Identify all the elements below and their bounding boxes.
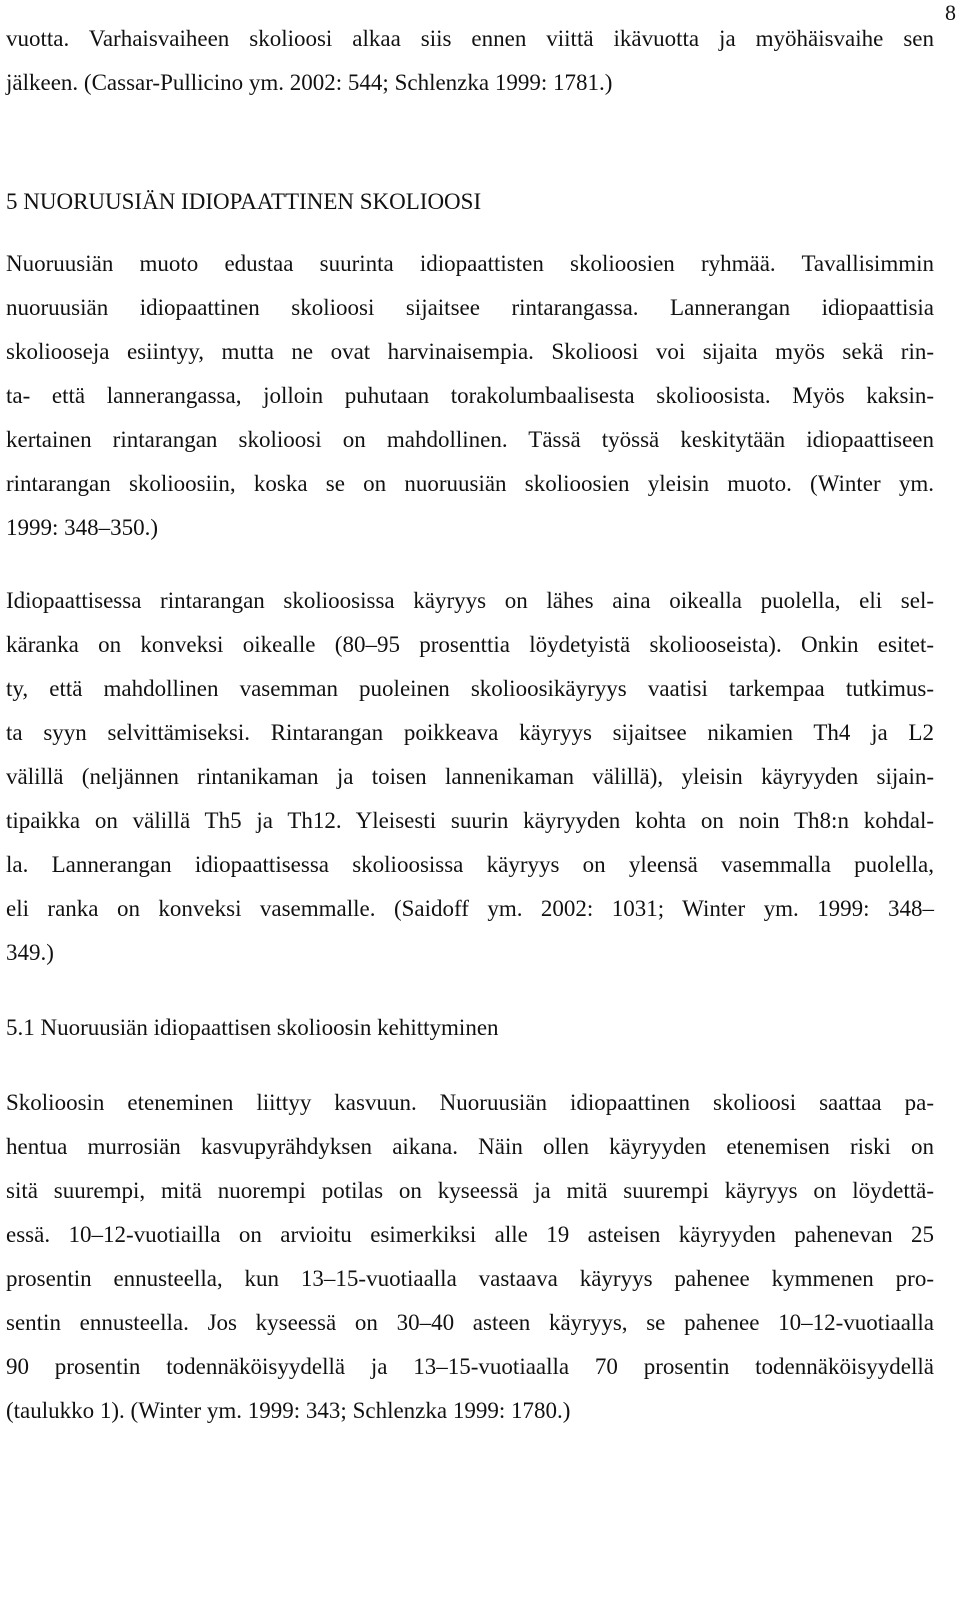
- text-line: rintarangan skolioosiin, koska se on nuoruusiän skolioosien yleisin muoto. (Winter ym.: [6, 471, 934, 496]
- paragraph-1: [6, 242, 934, 550]
- subsection-heading: 5.1 Nuoruusiän idiopaattisen skolioosin kehittyminen: [6, 1015, 499, 1040]
- text-line: vuotta. Varhaisvaiheen skolioosi alkaa siis ennen viittä ikävuotta ja myöhäisvaihe sen: [6, 26, 934, 51]
- text-line: eli ranka on konveksi vasemmalle. (Saidoff ym. 2002: 1031; Winter ym. 1999: 348–: [6, 896, 934, 921]
- text-line: hentua murrosiän kasvupyrähdyksen aikana. Näin ollen käyryyden etenemisen riski on: [6, 1134, 934, 1159]
- intro-paragraph: [6, 17, 934, 105]
- text-line: Idiopaattisessa rintarangan skolioosissa käyryys on lähes aina oikealla puolella, eli sel-: [6, 588, 934, 613]
- text-line: 349.): [6, 940, 54, 965]
- text-line: nuoruusiän idiopaattinen skolioosi sijaitsee rintarangassa. Lannerangan idiopaattisia: [6, 295, 934, 320]
- text-line: (taulukko 1). (Winter ym. 1999: 343; Schlenzka 1999: 1780.): [6, 1398, 571, 1423]
- text-line: sitä suurempi, mitä nuorempi potilas on kyseessä ja mitä suurempi käyryys on löydettä-: [6, 1178, 934, 1203]
- text-line: sentin ennusteella. Jos kyseessä on 30–40 asteen käyryys, se pahenee 10–12-vuotiaalla: [6, 1310, 934, 1335]
- text-line: essä. 10–12-vuotiailla on arvioitu esimerkiksi alle 19 asteisen käyryyden pahenevan 25: [6, 1222, 934, 1247]
- text-line: Nuoruusiän muoto edustaa suurinta idiopaattisten skolioosien ryhmää. Tavallisimmin: [6, 251, 934, 276]
- text-line: skoliooseja esiintyy, mutta ne ovat harvinaisempia. Skolioosi voi sijaita myös sekä rin-: [6, 339, 934, 364]
- section-heading: 5 NUORUUSIÄN IDIOPAATTINEN SKOLIOOSI: [6, 189, 482, 214]
- page-number: 8: [945, 0, 956, 25]
- text-line: ta syyn selvittämiseksi. Rintarangan poikkeava käyryys sijaitsee nikamien Th4 ja L2: [6, 720, 934, 745]
- document-body: [6, 17, 934, 1433]
- text-line: ty, että mahdollinen vasemman puoleinen skolioosikäyryys vaatisi tarkempaa tutkimus-: [6, 676, 934, 701]
- text-line: tipaikka on välillä Th5 ja Th12. Yleisesti suurin käyryyden kohta on noin Th8:n kohdal-: [6, 808, 934, 833]
- text-line: 1999: 348–350.): [6, 515, 159, 540]
- text-line: jälkeen. (Cassar-Pullicino ym. 2002: 544; Schlenzka 1999: 1781.): [6, 70, 613, 95]
- text-line: la. Lannerangan idiopaattisessa skolioosissa käyryys on yleensä vasemmalla puolella,: [6, 852, 934, 877]
- paragraph-3: [6, 1081, 934, 1433]
- text-line: prosentin ennusteella, kun 13–15-vuotiaalla vastaava käyryys pahenee kymmenen pro-: [6, 1266, 934, 1291]
- text-line: Skolioosin eteneminen liittyy kasvuun. Nuoruusiän idiopaattinen skolioosi saattaa pa-: [6, 1090, 934, 1115]
- paragraph-2: [6, 579, 934, 975]
- text-line: ta- että lannerangassa, jolloin puhutaan torakolumbaalisesta skolioosista. Myös kaksin-: [6, 383, 934, 408]
- text-line: 90 prosentin todennäköisyydellä ja 13–15-vuotiaalla 70 prosentin todennäköisyydellä: [6, 1354, 934, 1379]
- text-line: välillä (neljännen rintanikaman ja toisen lannenikaman välillä), yleisin käyryyden sijain-: [6, 764, 934, 789]
- text-line: käranka on konveksi oikealle (80–95 prosenttia löydetyistä skoliooseista). Onkin esitet-: [6, 632, 934, 657]
- text-line: kertainen rintarangan skolioosi on mahdollinen. Tässä työssä keskitytään idiopaattiseen: [6, 427, 934, 452]
